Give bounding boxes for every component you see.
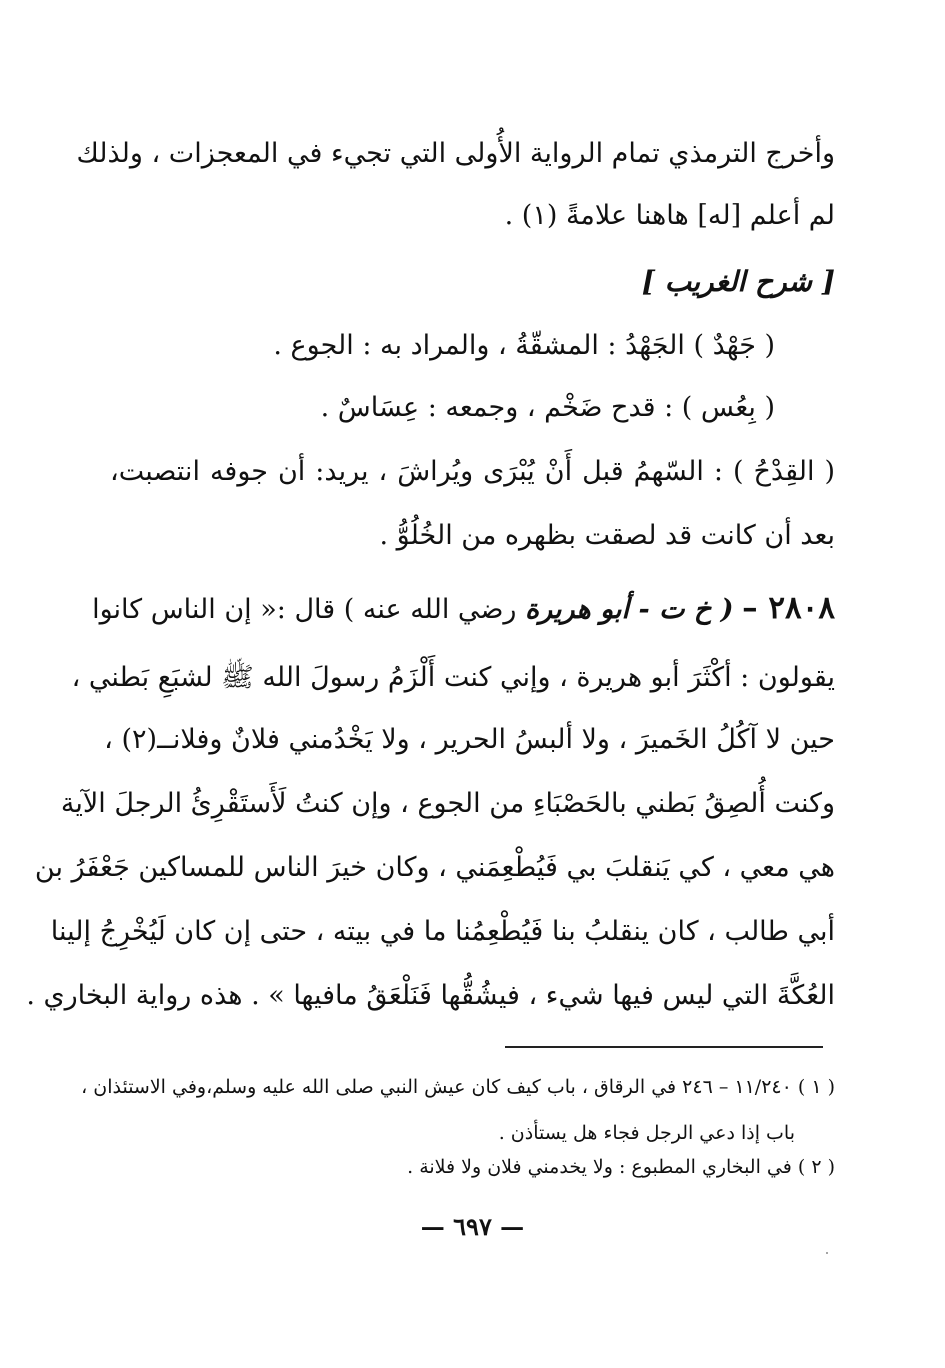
hadith-line-6: العُكَّةَ التي ليس فيها شيء ، فيشُقُّها فَنَلْعَقُ مافيها » . هذه رواية البخاري . (26, 980, 835, 1011)
text-line-2: لم أعلم [له] هاهنا علامةً (١) . (504, 200, 835, 231)
glossary-item-jahd: ( جَهْدٌ ) الجَهْدُ : المشقّةُ ، والمراد به : الجوع . (273, 330, 775, 361)
hadith-line-2: حين لا آكُلُ الخَميرَ ، ولا ألبسُ الحرير ، ولا يَخْدُمني فلانٌ وفلانــ(٢) ، (104, 724, 835, 755)
footnote-1: ( ١ ) ١١/٢٤٠ – ٢٤٦ في الرقاق ، باب كيف كان عيش النبي صلى الله عليه وسلم،وفي الاستئذان ، (81, 1076, 835, 1098)
glossary-item-qidh-cont: بعد أن كانت قد لصقت بظهره من الخُلُوُّ . (379, 520, 835, 551)
hadith-source: ( خ ت - أبو هريرة (525, 594, 734, 625)
glossary-item-us: ( بِعُس ) : قدح ضَخْم ، وجمعه : عِسَاسٌ . (320, 392, 775, 423)
scan-speck (826, 1252, 828, 1254)
glossary-item-qidh: ( القِدْحُ ) : السّهمُ قبل أَنْ يُبْرَى ويُراشَ ، يريد: أن جوفه انتصبت، (110, 456, 835, 487)
hadith-line-4: هي معي ، كي يَنقلبَ بي فَيُطْعِمَني ، وكان خيرَ الناس للمساكين جَعْفَرُ بن (34, 852, 835, 883)
hadith-line-1: يقولون : أكْثَرَ أبو هريرة ، وإني كنت أَلْزَمُ رسولَ الله ﷺ لشبَعِ بَطني ، (71, 662, 835, 693)
footnote-separator (505, 1046, 823, 1048)
hadith-line-5: أبي طالب ، كان ينقلبُ بنا فَيُطْعِمُنا ما في بيته ، حتى إن كان لَيُخْرِجُ إلينا (50, 916, 835, 947)
hadith-entry-header (92, 588, 835, 628)
text-line-1: وأخرج الترمذي تمام الرواية الأُولى التي تجيء في المعجزات ، ولذلك (76, 138, 835, 169)
footnote-1-cont: باب إذا دعي الرجل فجاء هل يستأذن . (498, 1122, 795, 1144)
footnote-2: ( ٢ ) في البخاري المطبوع : ولا يخدمني فلان ولا فلانة . (407, 1156, 835, 1178)
page-number: — ٦٩٧ — (420, 1212, 525, 1241)
hadith-number: ٢٨٠٨ – (742, 590, 835, 626)
section-heading: [ شرح الغريب ] (641, 265, 835, 298)
hadith-line-3: وكنت أُلصِقُ بَطني بالحَصْبَاءِ من الجوع ، وإن كنتُ لَأَستَقْرِئُ الرجلَ الآية (60, 788, 835, 819)
hadith-opening: رضي الله عنه ) قال :« إن الناس كانوا (92, 594, 517, 625)
